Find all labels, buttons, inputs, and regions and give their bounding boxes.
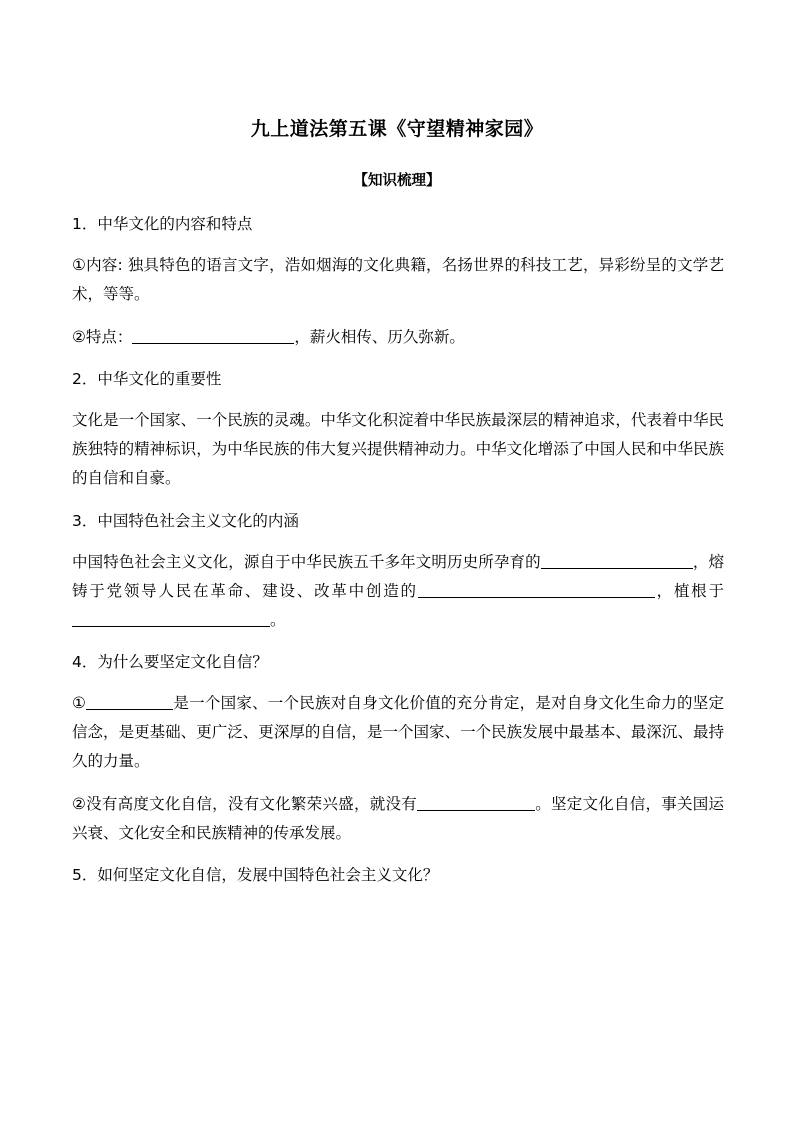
item-2-after: 。坚定文化自信，事关国运兴衰、文化安全和民族精神的传承发展。	[72, 794, 724, 842]
document-title: 九上道法第五课《守望精神家园》	[250, 118, 544, 140]
q3-part-4: 。	[270, 610, 286, 629]
fill-blank[interactable]	[541, 552, 693, 569]
content-text: 独具特色的语言文字，浩如烟海的文化典籍，名扬世界的科技工艺，异彩纷呈的文学艺术，等等。	[72, 256, 724, 303]
q3-part-3: ，植根于	[654, 581, 724, 600]
section-label: 【知识梳理】	[353, 173, 441, 189]
question-1-content	[72, 251, 724, 309]
question-4-item-1	[72, 689, 724, 776]
item-1-prefix: ①	[72, 694, 87, 712]
q3-part-1: 中国特色社会主义文化，源自于中华民族五千多年文明历史所孕育的	[72, 552, 541, 571]
question-2-text: 文化是一个国家、一个民族的灵魂。中华文化积淀着中华民族最深层的精神追求，代表着中华民族独特的精神标识，为中华民族的伟大复兴提供精神动力。中华文化增添了中国人民和中华民族的自信和自豪。	[72, 411, 724, 487]
question-1-traits	[72, 323, 724, 352]
question-3-text	[72, 548, 724, 635]
question-4-item-2	[72, 790, 724, 848]
fill-blank[interactable]	[417, 794, 535, 811]
item-1-text: 是一个国家、一个民族对自身文化价值的充分肯定，是对自身文化生命力的坚定信念，是更基础、更广泛、更深厚的自信，是一个国家、一个民族发展中最基本、最深沉、最持久的力量。	[72, 694, 724, 770]
fill-blank[interactable]	[418, 581, 655, 598]
fill-blank[interactable]	[86, 694, 173, 711]
content-label: ①内容:	[72, 256, 128, 274]
item-2-before: ②没有高度文化自信，没有文化繁荣兴盛，就没有	[72, 794, 417, 813]
question-5-heading: 5．如何坚定文化自信，发展中国特色社会主义文化？	[72, 866, 439, 884]
question-2-heading: 2．中华文化的重要性	[72, 370, 222, 388]
question-3-heading: 3．中国特色社会主义文化的内涵	[72, 511, 299, 530]
trait-label: ②特点：	[72, 327, 133, 346]
fill-blank[interactable]	[132, 327, 294, 344]
question-1-heading: 1．中华文化的内容和特点	[72, 215, 253, 233]
trait-after-text: ，薪火相传、历久弥新。	[294, 327, 465, 346]
q3-part-2: ，熔铸于党领导人民在革命、建设、改革中创造的	[72, 552, 724, 600]
fill-blank[interactable]	[72, 610, 270, 627]
question-4-heading: 4．为什么要坚定文化自信？	[72, 653, 268, 671]
document-body	[72, 210, 724, 902]
